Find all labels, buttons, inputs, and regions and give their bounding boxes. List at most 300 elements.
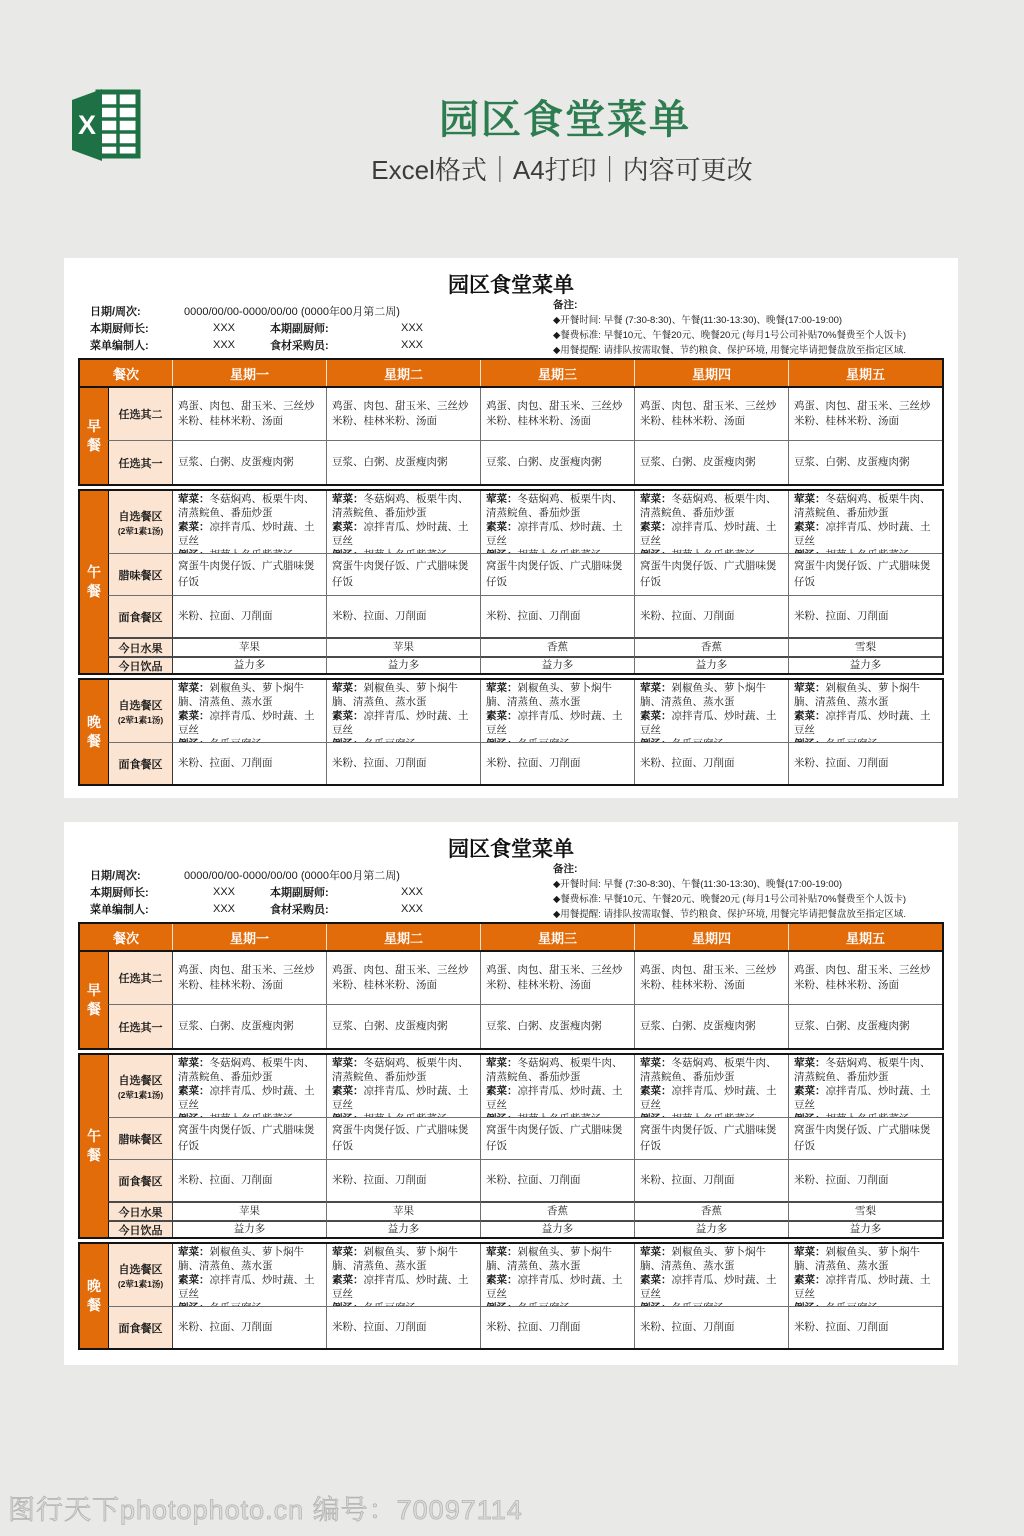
menu-text: 益力多 bbox=[695, 658, 728, 671]
info-label: 本期副厨师: bbox=[270, 886, 329, 899]
row-label-cell bbox=[108, 1117, 172, 1159]
menu-cell bbox=[480, 553, 634, 595]
menu-cell bbox=[634, 1117, 788, 1159]
dish-category: 素菜： bbox=[794, 1084, 826, 1097]
meal-name-char: 午 bbox=[87, 1128, 101, 1145]
sheet-title: 园区食堂菜单 bbox=[448, 838, 574, 861]
header-cell-day: 星期五 bbox=[788, 924, 942, 950]
info-value: XXX bbox=[400, 885, 423, 898]
meal-section-3 bbox=[78, 1242, 944, 1350]
menu-text: 香蕉 bbox=[547, 1204, 568, 1217]
dish-line: 荤菜：剁椒鱼头、萝卜焖牛腩、清蒸鱼、蒸水蛋 bbox=[486, 1246, 612, 1272]
dish-category: 素菜： bbox=[640, 520, 672, 533]
dish-line: 素菜：凉拌青瓜、炒时蔬、土豆丝 bbox=[486, 1273, 623, 1300]
menu-text: 米粉、拉面、刀削面 bbox=[486, 1320, 581, 1333]
menu-text: 米粉、拉面、刀削面 bbox=[640, 756, 735, 769]
menu-cell bbox=[172, 1244, 326, 1306]
dish-line: 素菜：凉拌青瓜、炒时蔬、土豆丝 bbox=[640, 520, 777, 547]
row-label-cell bbox=[108, 595, 172, 637]
dish-category: 素菜： bbox=[486, 1084, 518, 1097]
info-label: 本期厨师长: bbox=[90, 886, 149, 899]
row-label-cell bbox=[108, 1055, 172, 1117]
menu-text: 鸡蛋、肉包、甜玉米、三丝炒米粉、桂林米粉、汤面 bbox=[794, 399, 931, 427]
menu-text: 米粉、拉面、刀削面 bbox=[178, 609, 273, 622]
info-row bbox=[90, 866, 530, 883]
dish-category: 荤菜： bbox=[332, 682, 364, 694]
meal-name-char: 午 bbox=[87, 564, 101, 581]
menu-text: 窝蛋牛肉煲仔饭、广式腊味煲仔饭 bbox=[332, 1124, 469, 1152]
info-label: 食材采购员: bbox=[270, 339, 329, 352]
menu-cell bbox=[788, 1244, 942, 1306]
row-label: 今日饮品 bbox=[118, 1224, 163, 1237]
meal-name-cell bbox=[80, 952, 108, 1048]
menu-table bbox=[78, 358, 944, 786]
notes-block bbox=[553, 862, 956, 924]
menu-cell bbox=[480, 1201, 634, 1220]
menu-cell bbox=[788, 656, 942, 673]
dish-category: 素菜： bbox=[178, 709, 210, 722]
table-header-row bbox=[78, 922, 944, 950]
header-cell-day: 星期一 bbox=[172, 360, 326, 386]
menu-text: 香蕉 bbox=[701, 640, 722, 653]
page-header bbox=[0, 0, 1024, 220]
row-label-cell bbox=[108, 440, 172, 484]
menu-cell bbox=[480, 388, 634, 440]
menu-text: 豆浆、白粥、皮蛋瘦肉粥 bbox=[486, 455, 602, 468]
row-label-cell bbox=[108, 1004, 172, 1048]
meal-name-cell bbox=[80, 680, 108, 784]
menu-text: 米粉、拉面、刀削面 bbox=[486, 1173, 581, 1186]
menu-cell bbox=[634, 656, 788, 673]
info-value: XXX bbox=[212, 338, 235, 351]
meal-name-char: 餐 bbox=[87, 436, 101, 453]
dish-category: 素菜： bbox=[486, 520, 518, 533]
menu-cell bbox=[634, 388, 788, 440]
menu-cell bbox=[480, 1159, 634, 1201]
menu-cell bbox=[326, 1244, 480, 1306]
menu-cell bbox=[634, 595, 788, 637]
page-subtitle: Excel格式｜A4打印｜内容可更改 bbox=[371, 155, 753, 185]
dish-category: 素菜： bbox=[332, 520, 364, 533]
meal-section-2 bbox=[78, 489, 944, 675]
menu-cell bbox=[172, 680, 326, 742]
row-label: 面食餐区 bbox=[118, 611, 163, 624]
menu-cell bbox=[788, 595, 942, 637]
row-label: 任选其一 bbox=[118, 1021, 163, 1034]
menu-text: 米粉、拉面、刀削面 bbox=[332, 1173, 427, 1186]
menu-cell bbox=[172, 656, 326, 673]
menu-text: 苹果 bbox=[393, 640, 414, 653]
menu-cell bbox=[788, 742, 942, 784]
dish-line: 荤菜：冬菇焖鸡、板栗牛肉、清蒸鲩鱼、番茄炒蛋 bbox=[178, 1057, 315, 1083]
note-line: ◆餐费标准: 早餐10元、午餐20元、晚餐20元 (每月1号公司补贴70%餐费至个人饭卡) bbox=[553, 894, 907, 905]
dish-line: 荤菜：剁椒鱼头、萝卜焖牛腩、清蒸鱼、蒸水蛋 bbox=[794, 1246, 920, 1272]
row-label-cell bbox=[108, 1201, 172, 1220]
meal-name-char: 晚 bbox=[87, 1278, 101, 1295]
menu-cell bbox=[172, 1201, 326, 1220]
info-label: 日期/周次: bbox=[90, 869, 141, 882]
dish-line: 素菜：凉拌青瓜、炒时蔬、土豆丝 bbox=[640, 709, 777, 736]
dish-line: 荤菜：冬菇焖鸡、板栗牛肉、清蒸鲩鱼、番茄炒蛋 bbox=[332, 1057, 469, 1083]
menu-text: 豆浆、白粥、皮蛋瘦肉粥 bbox=[332, 1019, 448, 1032]
meal-section-2 bbox=[78, 1053, 944, 1239]
meal-section-1 bbox=[78, 950, 944, 1050]
meal-name-cell bbox=[80, 1244, 108, 1348]
dish-category: 素菜： bbox=[640, 709, 672, 722]
meal-name-char: 早 bbox=[87, 982, 101, 999]
menu-cell bbox=[634, 1306, 788, 1348]
meal-name-char: 餐 bbox=[87, 1146, 101, 1163]
dish-category: 素菜： bbox=[486, 1273, 518, 1286]
row-label: 今日水果 bbox=[118, 1206, 163, 1219]
menu-cell bbox=[480, 595, 634, 637]
dish-line: 素菜：凉拌青瓜、炒时蔬、土豆丝 bbox=[794, 520, 931, 547]
info-label: 日期/周次: bbox=[90, 305, 141, 318]
dish-category: 素菜： bbox=[178, 1084, 210, 1097]
row-label-cell bbox=[108, 491, 172, 553]
dish-line: 荤菜：剁椒鱼头、萝卜焖牛腩、清蒸鱼、蒸水蛋 bbox=[178, 682, 304, 708]
menu-text: 米粉、拉面、刀削面 bbox=[178, 756, 273, 769]
dish-line: 荤菜：剁椒鱼头、萝卜焖牛腩、清蒸鱼、蒸水蛋 bbox=[332, 1246, 458, 1272]
menu-text: 窝蛋牛肉煲仔饭、广式腊味煲仔饭 bbox=[640, 560, 777, 588]
row-label: 今日饮品 bbox=[118, 660, 163, 673]
meal-name-char: 晚 bbox=[87, 714, 101, 731]
menu-cell bbox=[480, 952, 634, 1004]
menu-cell bbox=[634, 1055, 788, 1117]
menu-cell bbox=[788, 388, 942, 440]
menu-cell bbox=[480, 1004, 634, 1048]
menu-cell bbox=[172, 742, 326, 784]
info-value: XXX bbox=[400, 902, 423, 915]
menu-text: 益力多 bbox=[387, 1222, 420, 1235]
sheet-title: 园区食堂菜单 bbox=[448, 274, 574, 297]
header-cell-day: 星期五 bbox=[788, 360, 942, 386]
dish-line: 素菜：凉拌青瓜、炒时蔬、土豆丝 bbox=[794, 709, 931, 736]
menu-cell bbox=[788, 1220, 942, 1237]
dish-category: 荤菜： bbox=[178, 1246, 210, 1258]
menu-cell bbox=[634, 1244, 788, 1306]
menu-text: 米粉、拉面、刀削面 bbox=[332, 756, 427, 769]
menu-text: 豆浆、白粥、皮蛋瘦肉粥 bbox=[178, 455, 294, 468]
row-label: 任选其二 bbox=[118, 409, 163, 421]
dish-category: 荤菜： bbox=[486, 1246, 518, 1258]
menu-text: 米粉、拉面、刀削面 bbox=[794, 1173, 889, 1186]
row-label: 自选餐区 bbox=[118, 510, 163, 523]
dish-line: 荤菜：剁椒鱼头、萝卜焖牛腩、清蒸鱼、蒸水蛋 bbox=[486, 682, 612, 708]
table-header-row bbox=[78, 358, 944, 386]
info-label: 食材采购员: bbox=[270, 903, 329, 916]
menu-cell bbox=[788, 1117, 942, 1159]
menu-cell bbox=[326, 388, 480, 440]
menu-cell bbox=[172, 637, 326, 656]
menu-cell bbox=[172, 1220, 326, 1237]
menu-cell bbox=[634, 1220, 788, 1237]
header-cell-day: 星期三 bbox=[480, 924, 634, 950]
header-cell-day: 星期二 bbox=[326, 924, 480, 950]
menu-cell bbox=[326, 1201, 480, 1220]
dish-category: 素菜： bbox=[332, 709, 364, 722]
meal-name-cell bbox=[80, 491, 108, 673]
dish-category: 荤菜： bbox=[640, 1246, 672, 1258]
menu-text: 益力多 bbox=[849, 1222, 882, 1235]
menu-text: 豆浆、白粥、皮蛋瘦肉粥 bbox=[486, 1019, 602, 1032]
menu-text: 苹果 bbox=[239, 1204, 260, 1217]
canteen-menu-sheet-1 bbox=[64, 258, 958, 798]
dish-line: 素菜：凉拌青瓜、炒时蔬、土豆丝 bbox=[332, 1084, 469, 1111]
dish-category: 荤菜： bbox=[794, 1057, 826, 1069]
dish-category: 素菜： bbox=[178, 520, 210, 533]
dish-line: 素菜：凉拌青瓜、炒时蔬、土豆丝 bbox=[178, 709, 315, 736]
sheet-info-block bbox=[90, 302, 530, 353]
dish-line: 荤菜：剁椒鱼头、萝卜焖牛腩、清蒸鱼、蒸水蛋 bbox=[178, 1246, 304, 1272]
menu-cell bbox=[480, 656, 634, 673]
menu-cell bbox=[326, 440, 480, 484]
menu-cell bbox=[480, 742, 634, 784]
row-label: 腊味餐区 bbox=[118, 569, 163, 582]
dish-line: 素菜：凉拌青瓜、炒时蔬、土豆丝 bbox=[332, 520, 469, 547]
menu-text: 鸡蛋、肉包、甜玉米、三丝炒米粉、桂林米粉、汤面 bbox=[640, 963, 777, 991]
menu-text: 豆浆、白粥、皮蛋瘦肉粥 bbox=[794, 455, 910, 468]
row-label: 面食餐区 bbox=[118, 758, 163, 771]
menu-text: 益力多 bbox=[387, 658, 420, 671]
dish-line: 素菜：凉拌青瓜、炒时蔬、土豆丝 bbox=[332, 709, 469, 736]
menu-text: 鸡蛋、肉包、甜玉米、三丝炒米粉、桂林米粉、汤面 bbox=[332, 963, 469, 991]
header-cell-day: 星期四 bbox=[634, 360, 788, 386]
dish-category: 荤菜： bbox=[486, 493, 518, 505]
menu-cell bbox=[480, 1117, 634, 1159]
menu-cell bbox=[480, 1306, 634, 1348]
note-line: ◆开餐时间: 早餐 (7:30-8:30)、午餐(11:30-13:30)、晚餐(17:00-19:00) bbox=[553, 879, 843, 890]
info-label: 本期副厨师: bbox=[270, 322, 329, 335]
menu-text: 米粉、拉面、刀削面 bbox=[178, 1173, 273, 1186]
dish-line: 荤菜：冬菇焖鸡、板栗牛肉、清蒸鲩鱼、番茄炒蛋 bbox=[794, 1057, 931, 1083]
menu-cell bbox=[634, 1004, 788, 1048]
menu-cell bbox=[788, 1159, 942, 1201]
dish-line: 素菜：凉拌青瓜、炒时蔬、土豆丝 bbox=[332, 1273, 469, 1300]
info-label: 菜单编制人: bbox=[90, 339, 149, 352]
note-line: ◆用餐提醒: 请排队按需取餐、节约粮食、保护环境, 用餐完毕请把餐盘放至指定区域. bbox=[553, 345, 907, 356]
header-cell-day: 星期三 bbox=[480, 360, 634, 386]
menu-text: 益力多 bbox=[233, 1222, 266, 1235]
dish-category: 素菜： bbox=[178, 1273, 210, 1286]
dish-line: 素菜：凉拌青瓜、炒时蔬、土豆丝 bbox=[794, 1084, 931, 1111]
menu-text: 苹果 bbox=[239, 640, 260, 653]
menu-cell bbox=[788, 952, 942, 1004]
menu-text: 米粉、拉面、刀削面 bbox=[486, 756, 581, 769]
dish-category: 荤菜： bbox=[640, 1057, 672, 1069]
row-label: 自选餐区 bbox=[118, 1263, 163, 1276]
dish-line: 荤菜：剁椒鱼头、萝卜焖牛腩、清蒸鱼、蒸水蛋 bbox=[640, 1246, 766, 1272]
meal-section-1 bbox=[78, 386, 944, 486]
menu-text: 米粉、拉面、刀削面 bbox=[486, 609, 581, 622]
menu-text: 窝蛋牛肉煲仔饭、广式腊味煲仔饭 bbox=[178, 560, 315, 588]
dish-category: 荤菜： bbox=[794, 682, 826, 694]
dish-category: 荤菜： bbox=[794, 1246, 826, 1258]
meal-section-3 bbox=[78, 678, 944, 786]
dish-category: 素菜： bbox=[486, 709, 518, 722]
row-label: 面食餐区 bbox=[118, 1175, 163, 1188]
dish-line: 荤菜：冬菇焖鸡、板栗牛肉、清蒸鲩鱼、番茄炒蛋 bbox=[178, 493, 315, 519]
info-label: 本期厨师长: bbox=[90, 322, 149, 335]
meal-name-char: 餐 bbox=[87, 582, 101, 599]
menu-cell bbox=[326, 637, 480, 656]
info-value: XXX bbox=[212, 902, 235, 915]
row-label-cell bbox=[108, 388, 172, 440]
dish-line: 荤菜：冬菇焖鸡、板栗牛肉、清蒸鲩鱼、番茄炒蛋 bbox=[640, 493, 777, 519]
menu-text: 鸡蛋、肉包、甜玉米、三丝炒米粉、桂林米粉、汤面 bbox=[486, 399, 623, 427]
info-value: XXX bbox=[400, 338, 423, 351]
menu-text: 米粉、拉面、刀削面 bbox=[640, 1173, 735, 1186]
row-label-cell bbox=[108, 1306, 172, 1348]
meal-name-char: 早 bbox=[87, 418, 101, 435]
dish-category: 素菜： bbox=[794, 1273, 826, 1286]
menu-cell bbox=[788, 1055, 942, 1117]
menu-cell bbox=[326, 656, 480, 673]
row-sublabel: (2荤1素1汤) bbox=[117, 1278, 164, 1289]
dish-category: 荤菜： bbox=[332, 1057, 364, 1069]
row-label: 任选其二 bbox=[118, 973, 163, 985]
row-label-cell bbox=[108, 1159, 172, 1201]
dish-category: 荤菜： bbox=[794, 493, 826, 505]
svg-text:X: X bbox=[77, 110, 97, 140]
dish-category: 素菜： bbox=[332, 1273, 364, 1286]
dish-line: 荤菜：冬菇焖鸡、板栗牛肉、清蒸鲩鱼、番茄炒蛋 bbox=[486, 1057, 623, 1083]
dish-line: 荤菜：冬菇焖鸡、板栗牛肉、清蒸鲩鱼、番茄炒蛋 bbox=[486, 493, 623, 519]
info-value: XXX bbox=[212, 321, 235, 334]
menu-text: 雪梨 bbox=[855, 640, 876, 653]
menu-text: 米粉、拉面、刀削面 bbox=[640, 1320, 735, 1333]
dish-line: 荤菜：冬菇焖鸡、板栗牛肉、清蒸鲩鱼、番茄炒蛋 bbox=[794, 493, 931, 519]
dish-line: 荤菜：冬菇焖鸡、板栗牛肉、清蒸鲩鱼、番茄炒蛋 bbox=[640, 1057, 777, 1083]
menu-text: 米粉、拉面、刀削面 bbox=[178, 1320, 273, 1333]
row-label-cell bbox=[108, 637, 172, 656]
dish-line: 荤菜：剁椒鱼头、萝卜焖牛腩、清蒸鱼、蒸水蛋 bbox=[332, 682, 458, 708]
meal-name-char: 餐 bbox=[87, 1296, 101, 1313]
menu-text: 益力多 bbox=[695, 1222, 728, 1235]
row-label: 任选其一 bbox=[118, 457, 163, 470]
menu-cell bbox=[326, 1004, 480, 1048]
menu-cell bbox=[480, 1055, 634, 1117]
row-label-cell bbox=[108, 656, 172, 673]
menu-text: 益力多 bbox=[233, 658, 266, 671]
header-cell-meal: 餐次 bbox=[112, 366, 139, 382]
dish-line: 素菜：凉拌青瓜、炒时蔬、土豆丝 bbox=[486, 520, 623, 547]
dish-category: 荤菜： bbox=[332, 1246, 364, 1258]
dish-category: 荤菜： bbox=[178, 1057, 210, 1069]
dish-category: 荤菜： bbox=[640, 493, 672, 505]
menu-text: 窝蛋牛肉煲仔饭、广式腊味煲仔饭 bbox=[178, 1124, 315, 1152]
dish-line: 素菜：凉拌青瓜、炒时蔬、土豆丝 bbox=[178, 520, 315, 547]
info-label: 菜单编制人: bbox=[90, 903, 149, 916]
menu-cell bbox=[634, 491, 788, 553]
menu-cell bbox=[172, 440, 326, 484]
menu-text: 豆浆、白粥、皮蛋瘦肉粥 bbox=[332, 455, 448, 468]
menu-cell bbox=[634, 1201, 788, 1220]
dish-line: 素菜：凉拌青瓜、炒时蔬、土豆丝 bbox=[794, 1273, 931, 1300]
meal-name-char: 餐 bbox=[87, 732, 101, 749]
note-line: ◆餐费标准: 早餐10元、午餐20元、晚餐20元 (每月1号公司补贴70%餐费至个人饭卡) bbox=[553, 330, 907, 341]
menu-text: 米粉、拉面、刀削面 bbox=[794, 1320, 889, 1333]
menu-cell bbox=[326, 1117, 480, 1159]
meal-name-cell bbox=[80, 1055, 108, 1237]
menu-cell bbox=[480, 1220, 634, 1237]
menu-text: 鸡蛋、肉包、甜玉米、三丝炒米粉、桂林米粉、汤面 bbox=[332, 399, 469, 427]
menu-text: 窝蛋牛肉煲仔饭、广式腊味煲仔饭 bbox=[640, 1124, 777, 1152]
dish-category: 荤菜： bbox=[486, 1057, 518, 1069]
menu-cell bbox=[172, 952, 326, 1004]
dish-category: 素菜： bbox=[794, 709, 826, 722]
info-row bbox=[90, 336, 530, 353]
info-value: 0000/00/00-0000/00/00 (0000年00月第二周) bbox=[184, 869, 400, 882]
menu-cell bbox=[172, 1004, 326, 1048]
row-label: 面食餐区 bbox=[118, 1322, 163, 1335]
menu-text: 香蕉 bbox=[547, 640, 568, 653]
menu-cell bbox=[172, 595, 326, 637]
dish-line: 素菜：凉拌青瓜、炒时蔬、土豆丝 bbox=[178, 1084, 315, 1111]
dish-category: 荤菜： bbox=[178, 493, 210, 505]
meal-name-char: 餐 bbox=[87, 1000, 101, 1017]
meal-name-cell bbox=[80, 388, 108, 484]
menu-text: 窝蛋牛肉煲仔饭、广式腊味煲仔饭 bbox=[486, 560, 623, 588]
menu-text: 豆浆、白粥、皮蛋瘦肉粥 bbox=[178, 1019, 294, 1032]
menu-cell bbox=[480, 637, 634, 656]
dish-line: 荤菜：剁椒鱼头、萝卜焖牛腩、清蒸鱼、蒸水蛋 bbox=[640, 682, 766, 708]
site-watermark: 图行天下photophoto.cn 编号：70097114 bbox=[8, 1495, 523, 1525]
menu-cell bbox=[326, 595, 480, 637]
dish-category: 素菜： bbox=[640, 1273, 672, 1286]
info-row bbox=[90, 302, 530, 319]
menu-cell bbox=[326, 1055, 480, 1117]
info-row bbox=[90, 883, 530, 900]
menu-cell bbox=[634, 952, 788, 1004]
menu-text: 香蕉 bbox=[701, 1204, 722, 1217]
menu-cell bbox=[480, 440, 634, 484]
menu-cell bbox=[788, 1004, 942, 1048]
menu-cell bbox=[326, 1159, 480, 1201]
row-label: 自选餐区 bbox=[118, 1074, 163, 1087]
menu-text: 鸡蛋、肉包、甜玉米、三丝炒米粉、桂林米粉、汤面 bbox=[178, 399, 315, 427]
dish-line: 素菜：凉拌青瓜、炒时蔬、土豆丝 bbox=[486, 1084, 623, 1111]
menu-text: 豆浆、白粥、皮蛋瘦肉粥 bbox=[640, 1019, 756, 1032]
menu-text: 豆浆、白粥、皮蛋瘦肉粥 bbox=[794, 1019, 910, 1032]
menu-text: 雪梨 bbox=[855, 1204, 876, 1217]
row-label: 今日水果 bbox=[118, 642, 163, 655]
header-cell-day: 星期一 bbox=[172, 924, 326, 950]
menu-cell bbox=[788, 491, 942, 553]
dish-category: 荤菜： bbox=[178, 682, 210, 694]
menu-cell bbox=[480, 1244, 634, 1306]
menu-text: 苹果 bbox=[393, 1204, 414, 1217]
dish-line: 素菜：凉拌青瓜、炒时蔬、土豆丝 bbox=[486, 709, 623, 736]
menu-cell bbox=[788, 680, 942, 742]
row-label-cell bbox=[108, 680, 172, 742]
menu-cell bbox=[634, 680, 788, 742]
row-label-cell bbox=[108, 1244, 172, 1306]
info-row bbox=[90, 900, 530, 917]
note-line: ◆用餐提醒: 请排队按需取餐、节约粮食、保护环境, 用餐完毕请把餐盘放至指定区域. bbox=[553, 909, 907, 920]
menu-cell bbox=[172, 491, 326, 553]
menu-cell bbox=[788, 637, 942, 656]
menu-cell bbox=[326, 952, 480, 1004]
info-row bbox=[90, 319, 530, 336]
header-cell-day: 星期二 bbox=[326, 360, 480, 386]
dish-line: 荤菜：剁椒鱼头、萝卜焖牛腩、清蒸鱼、蒸水蛋 bbox=[794, 682, 920, 708]
menu-text: 窝蛋牛肉煲仔饭、广式腊味煲仔饭 bbox=[794, 560, 931, 588]
menu-cell bbox=[480, 680, 634, 742]
row-label-cell bbox=[108, 553, 172, 595]
header-cell-day: 星期四 bbox=[634, 924, 788, 950]
info-value: XXX bbox=[400, 321, 423, 334]
